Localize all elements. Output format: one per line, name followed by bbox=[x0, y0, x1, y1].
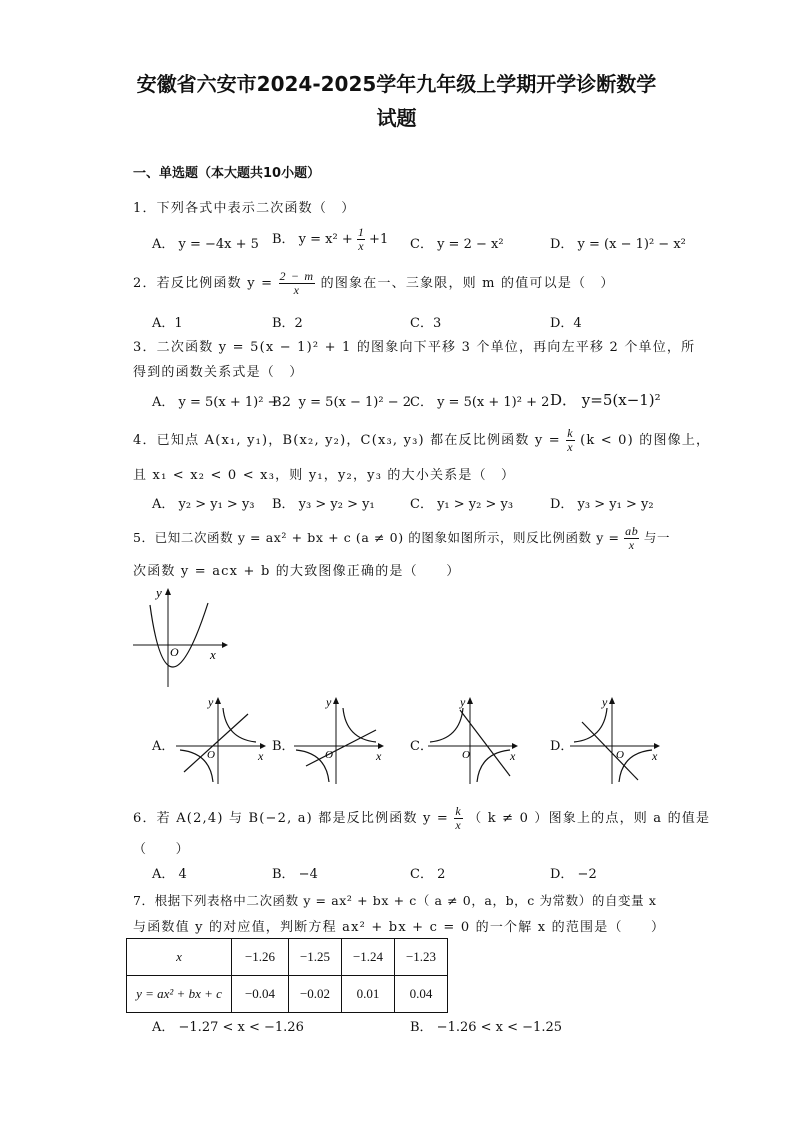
q6-option-d: D． −2 bbox=[550, 867, 597, 882]
q4-option-c: C． y₁ > y₂ > y₃ bbox=[410, 497, 514, 512]
q6-line1 bbox=[133, 805, 710, 832]
q2-stem-post: 的图象在一、三象限，则 m 的值可以是（ ） bbox=[320, 276, 615, 291]
q3-option-c: C． y = 5(x + 1)² + 2 bbox=[410, 395, 550, 410]
table-cell: y = ax² + bx + c bbox=[127, 976, 232, 1013]
origin-label: O bbox=[207, 749, 215, 761]
q6-denominator: x bbox=[455, 818, 462, 832]
q7-value-table bbox=[126, 938, 448, 1013]
q1-option-b-pre: B． y = x² + bbox=[272, 232, 353, 247]
q1-option-a: A． y = −4x + 5 bbox=[152, 237, 259, 252]
linear-function-line bbox=[184, 714, 248, 772]
table-cell: −1.25 bbox=[289, 939, 342, 976]
y-axis-arrow bbox=[165, 588, 171, 595]
q7-line1: 7．根据下列表格中二次函数 y = ax² + bx + c（ a ≠ 0，a，b，c 为常数）的自变量 x bbox=[133, 893, 657, 908]
q4-line1 bbox=[133, 427, 710, 454]
page-title-line1: 安徽省六安市2024-2025学年九年级上学期开学诊断数学 bbox=[136, 72, 657, 96]
q5-parabola-figure bbox=[130, 585, 230, 690]
q4-fraction bbox=[566, 427, 575, 454]
x-axis-label: x bbox=[210, 647, 216, 662]
q1-option-b bbox=[272, 226, 388, 253]
q6-option-a: A． 4 bbox=[152, 867, 187, 882]
q3-option-b: B． y = 5(x − 1)² − 2 bbox=[272, 395, 412, 410]
y-axis-arrow bbox=[215, 697, 221, 704]
q2-option-b: B．2 bbox=[272, 316, 303, 331]
x-axis-arrow bbox=[222, 642, 228, 648]
q5-numerator: ab bbox=[625, 524, 639, 538]
table-cell: −0.02 bbox=[289, 976, 342, 1013]
q2-numerator: 2 − m bbox=[279, 269, 315, 283]
q5-option-a-graph bbox=[174, 694, 270, 786]
hyperbola-upper bbox=[223, 708, 256, 742]
q5-option-d: D． bbox=[550, 739, 574, 754]
linear-function-line bbox=[460, 710, 510, 776]
q6-line1-pre: 6．若 A(2,4) 与 B(−2, a) 都是反比例函数 y = bbox=[133, 811, 449, 826]
y-axis-arrow bbox=[609, 697, 615, 704]
q5-option-c-graph bbox=[426, 694, 522, 786]
x-axis-label: x bbox=[510, 749, 516, 763]
table-cell: 0.04 bbox=[395, 976, 448, 1013]
y-axis-arrow bbox=[467, 697, 473, 704]
q1-b-numerator: 1 bbox=[357, 225, 364, 239]
table-cell: −1.23 bbox=[395, 939, 448, 976]
q6-line1-post: （ k ≠ 0 ）图象上的点，则 a 的值是 bbox=[468, 811, 711, 826]
q1-option-b-post: +1 bbox=[369, 232, 389, 247]
q5-option-d-graph bbox=[568, 694, 664, 786]
hyperbola-upper bbox=[343, 708, 376, 742]
q4-line1-pre: 4．已知点 A(x₁, y₁)，B(x₂, y₂)，C(x₃, y₃) 都在反比例函数 y = bbox=[133, 433, 561, 448]
y-axis-label: y bbox=[460, 695, 466, 709]
x-axis-label: x bbox=[258, 749, 264, 763]
q5-denominator: x bbox=[628, 538, 635, 552]
q3-option-a: A． y = 5(x + 1)² − 2 bbox=[152, 395, 291, 410]
q4-line2: 且 x₁ < x₂ < 0 < x₃，则 y₁，y₂，y₃ 的大小关系是（ ） bbox=[133, 468, 516, 483]
linear-function-line bbox=[582, 722, 638, 780]
q5-line1-pre: 5．已知二次函数 y = ax² + bx + c (a ≠ 0) 的图象如图所示，则反比例函数 y = bbox=[133, 530, 620, 545]
origin-label: O bbox=[325, 749, 333, 761]
q5-option-b-graph bbox=[292, 694, 388, 786]
q2-fraction bbox=[279, 270, 316, 297]
origin-label: O bbox=[616, 749, 624, 761]
q7-line2: 与函数值 y 的对应值，判断方程 ax² + bx + c = 0 的一个解 x 的范围是（ ） bbox=[133, 920, 666, 935]
table-cell: 0.01 bbox=[342, 976, 395, 1013]
q2-denominator: x bbox=[293, 283, 301, 297]
hyperbola-upper-left bbox=[574, 708, 607, 742]
x-axis-label: x bbox=[376, 749, 382, 763]
q1-b-denominator: x bbox=[358, 239, 364, 253]
q5-option-c: C． bbox=[410, 739, 433, 754]
q7-option-a: A． −1.27 < x < −1.26 bbox=[152, 1020, 304, 1035]
q2-option-c: C．3 bbox=[410, 316, 442, 331]
table-row bbox=[127, 939, 448, 976]
q3-line2: 得到的函数关系式是（ ） bbox=[133, 365, 304, 380]
q6-numerator: k bbox=[455, 804, 462, 818]
q3-line1: 3．二次函数 y = 5(x − 1)² + 1 的图象向下平移 3 个单位，再向左平移 2 个单位，所 bbox=[133, 340, 696, 355]
q4-numerator: k bbox=[567, 426, 574, 440]
q1-option-c: C． y = 2 − x² bbox=[410, 237, 504, 252]
q5-fraction bbox=[624, 525, 639, 552]
parabola-curve bbox=[150, 603, 208, 667]
table-cell: −0.04 bbox=[232, 976, 289, 1013]
q2-option-d: D．4 bbox=[550, 316, 582, 331]
y-axis-label: y bbox=[156, 585, 162, 600]
q1-stem: 1．下列各式中表示二次函数（ ） bbox=[133, 201, 356, 216]
origin-label: O bbox=[170, 645, 179, 659]
q4-option-a: A． y₂ > y₁ > y₃ bbox=[152, 497, 255, 512]
q4-option-b: B． y₃ > y₂ > y₁ bbox=[272, 497, 375, 512]
q6-fraction bbox=[454, 805, 463, 832]
q4-denominator: x bbox=[567, 440, 574, 454]
origin-label: O bbox=[462, 749, 470, 761]
q4-option-d: D． y₃ > y₁ > y₂ bbox=[550, 497, 654, 512]
q2-stem bbox=[133, 270, 615, 297]
q5-line2: 次函数 y = acx + b 的大致图像正确的是（ ） bbox=[133, 564, 461, 579]
q1-option-b-fraction bbox=[357, 226, 365, 253]
q6-option-b: B． −4 bbox=[272, 867, 318, 882]
q3-option-d: D． y=5(x−1)² bbox=[550, 391, 661, 409]
y-axis-label: y bbox=[326, 695, 332, 709]
table-cell: −1.24 bbox=[342, 939, 395, 976]
table-row bbox=[127, 976, 448, 1013]
section-heading: 一、单选题（本大题共10小题） bbox=[133, 166, 321, 181]
table-cell: x bbox=[127, 939, 232, 976]
q6-option-c: C． 2 bbox=[410, 867, 446, 882]
page-title-line2: 试题 bbox=[376, 106, 417, 130]
y-axis-label: y bbox=[208, 695, 214, 709]
q5-line1 bbox=[133, 525, 670, 552]
q2-option-a: A．1 bbox=[152, 316, 183, 331]
q1-option-d: D． y = (x − 1)² − x² bbox=[550, 237, 686, 252]
q6-line2: （ ） bbox=[133, 842, 190, 857]
linear-function-line bbox=[306, 730, 376, 766]
q5-line1-post: 与一 bbox=[643, 530, 671, 545]
y-axis-label: y bbox=[602, 695, 608, 709]
q2-stem-pre: 2．若反比例函数 y = bbox=[133, 276, 274, 291]
q7-option-b: B． −1.26 < x < −1.25 bbox=[410, 1020, 563, 1035]
y-axis-arrow bbox=[333, 697, 339, 704]
q5-option-b: B． bbox=[272, 739, 295, 754]
table-cell: −1.26 bbox=[232, 939, 289, 976]
hyperbola-upper-left bbox=[430, 708, 463, 742]
x-axis-label: x bbox=[652, 749, 658, 763]
q5-option-a: A． bbox=[152, 739, 175, 754]
q4-line1-post: (k < 0) 的图像上， bbox=[580, 433, 711, 448]
